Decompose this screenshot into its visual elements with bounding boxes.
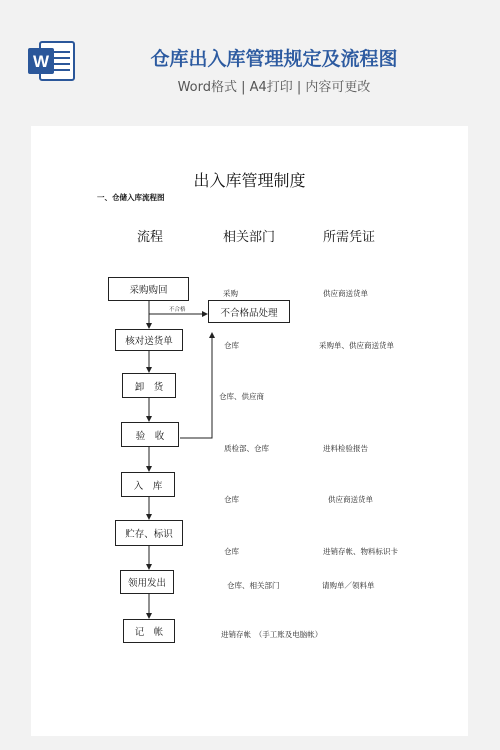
doc-cell: 进料检验报告 [323, 444, 368, 453]
dept-cell: 仓库 [224, 547, 239, 556]
flow-connectors [31, 126, 468, 736]
flow-step: 核对送货单 [115, 329, 183, 351]
column-header-process: 流程 [137, 230, 164, 245]
return-arrow [180, 333, 212, 438]
dept-cell: 仓库、相关部门 [227, 581, 280, 590]
document-page [31, 126, 468, 736]
flow-step: 入 库 [121, 472, 175, 497]
column-header-dept: 相关部门 [223, 230, 276, 245]
doc-cell: 进销存帐、物料标识卡 [323, 547, 398, 556]
page-title: 仓库出入库管理规定及流程图 [150, 48, 398, 70]
column-header-docs: 所需凭证 [323, 230, 376, 245]
reject-label: 不合格 [169, 307, 186, 313]
reject-box: 不合格品处理 [208, 300, 290, 323]
dept-cell: 采购 [223, 289, 238, 298]
flow-step: 贮存、标识 [115, 520, 183, 546]
flow-step: 卸 货 [122, 373, 176, 398]
dept-cell: 仓库 [224, 495, 239, 504]
logo-letter: W [32, 52, 50, 71]
flow-step: 采购购回 [108, 277, 189, 301]
doc-cell: 采购单、供应商送货单 [319, 341, 394, 350]
flow-step: 领用发出 [120, 570, 174, 594]
page-subtitle: Word格式 | A4打印 | 内容可更改 [177, 80, 371, 95]
dept-cell: 质检部、仓库 [224, 444, 269, 453]
dept-cell: 进销存帐 （手工账及电脑帐） [221, 630, 323, 639]
flow-step: 记 帐 [123, 619, 175, 643]
doc-cell: 供应商送货单 [328, 495, 373, 504]
doc-title: 出入库管理制度 [193, 171, 306, 190]
flow-step: 验 收 [121, 422, 179, 447]
doc-cell: 供应商送货单 [323, 289, 368, 298]
doc-cell: 请购单／领料单 [322, 581, 375, 590]
header [0, 0, 500, 120]
section-heading: 一、仓储入库流程图 [97, 193, 165, 202]
dept-cell: 仓库、供应商 [219, 392, 264, 401]
dept-cell: 仓库 [224, 341, 239, 350]
